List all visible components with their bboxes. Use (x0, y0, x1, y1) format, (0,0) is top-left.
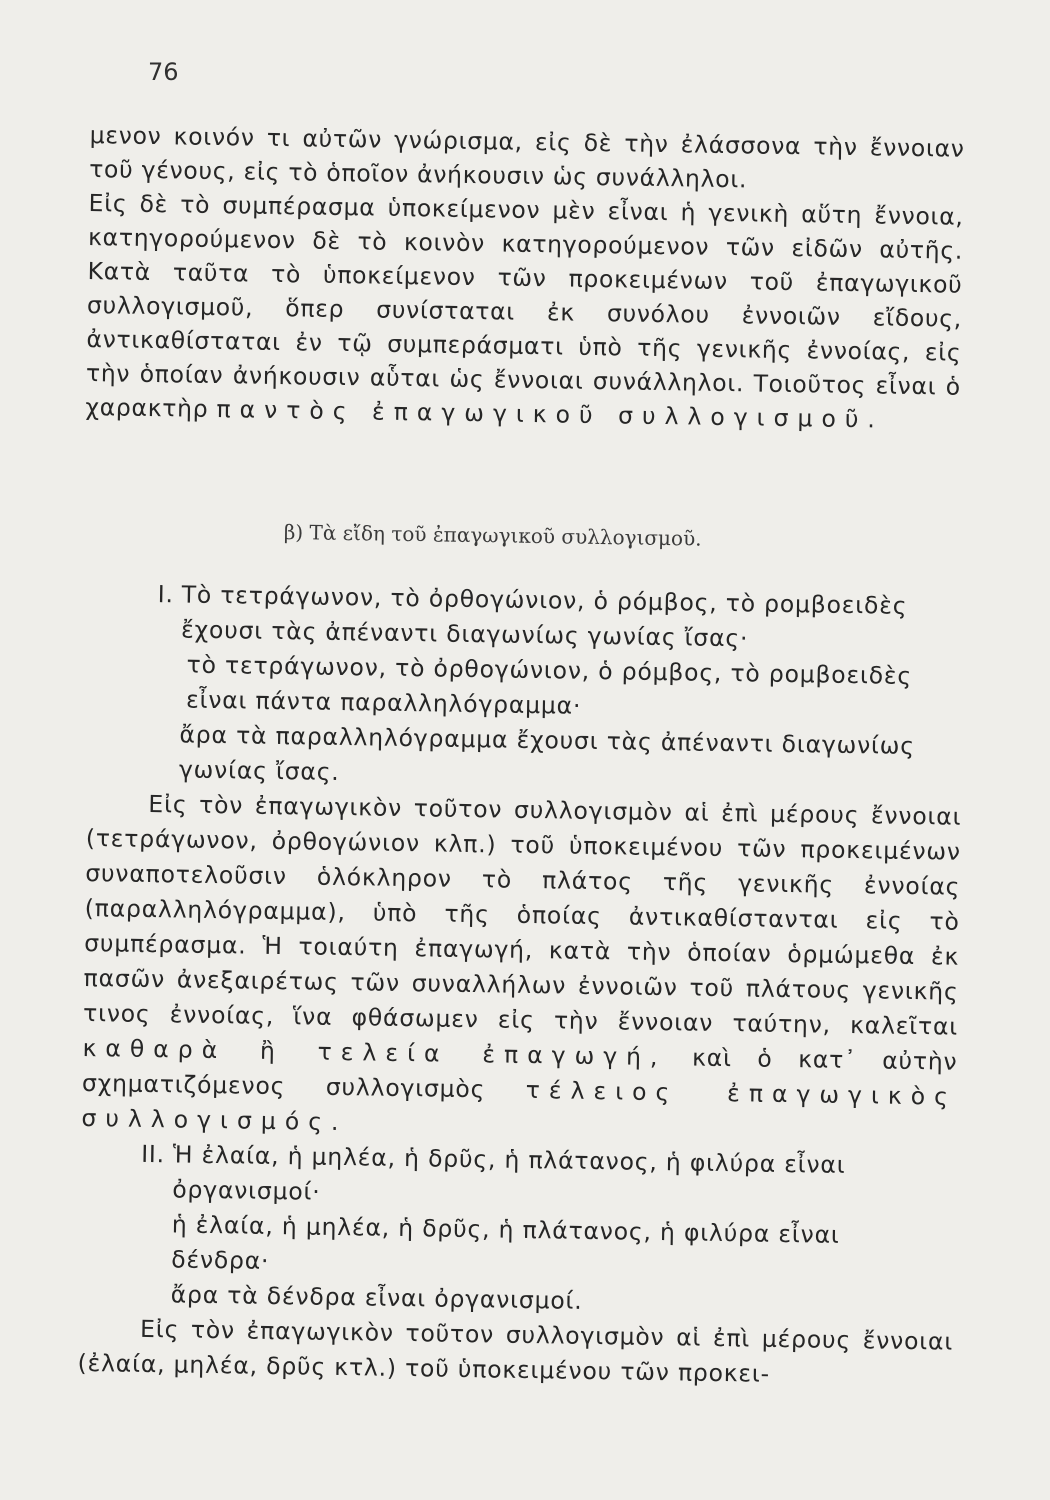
explanation-text-a: Εἰς τὸν ἐπαγωγικὸν τοῦτον συλλογισμὸν αἱ ἐπὶ μέρους ἔννοιαι (τετράγωνον, ὀρθογώνιον κλπ.) τοῦ ὑποκειμένου τῶν προκειμένων συναποτελοῦσιν ὁλόκληρον τὸ πλάτος τῆς γενικῆς ἐννοίας (παραλληλόγραμμα), ὑπὸ τῆς ὁποίας ἀντικαθίστανται εἰς τὸ συμπέρασμα. Ἡ τοιαύτη ἐπαγωγή, κατὰ τὴν ὁποίαν ὁρμώμεθα ἐκ πασῶν ἀνεξαιρέτως τῶν συναλλήλων ἐννοιῶν τοῦ πλάτους γενικῆς τινος ἐννοίας, ἵνα φθάσωμεν εἰς τὴν ἔννοιαν ταύτην, καλεῖται (82, 789, 962, 1041)
intro-paragraph-2 (85, 186, 964, 438)
explanation-paragraph-1 (81, 786, 961, 1150)
example-label: II. (140, 1139, 166, 1169)
emphasis-spaced-text: παντὸς ἐπαγωγικοῦ συλλογισμοῦ. (216, 395, 885, 434)
example-label: I. (157, 580, 174, 609)
intro-text (85, 118, 965, 438)
body-text (77, 576, 965, 1395)
conclusion: ἄρα τὰ δένδρα εἶναι ὀργανισμοί. (170, 1280, 583, 1315)
emphasis-spaced-term-2: τέλειος ἐπαγωγικὸς συλλογισμός. (81, 1075, 958, 1137)
page-number: 76 (148, 58, 179, 86)
example-syllogism-2 (78, 1136, 956, 1325)
example-syllogism-1 (87, 576, 965, 800)
section-heading: β) Τὰ εἴδη τοῦ ἐπαγωγικοῦ συλλογισμοῦ. (283, 520, 702, 551)
premise-minor: ἡ ἐλαία, ἡ μηλέα, ἡ δρῦς, ἡ πλάτανος, ἡ φιλύρα εἶναι δένδρα· (171, 1210, 840, 1275)
conclusion: ἄρα τὰ παραλληλόγραμμα ἔχουσι τὰς ἀπέναντι διαγωνίως γωνίας ἴσας. (178, 720, 916, 786)
example-lines (179, 577, 952, 799)
explanation-paragraph-2: Εἰς τὸν ἐπαγωγικὸν τοῦτον συλλογισμὸν αἱ ἐπὶ μέρους ἔννοιαι (ἐλαία, μηλέα, δρῦς κτλ.) τοῦ ὑποκειμένου τῶν προκει- (77, 1314, 954, 1388)
premise-major: Τὸ τετράγωνον, τὸ ὀρθογώνιον, ὁ ρόμβος, τὸ ρομβοειδὲς ἔχουσι τὰς ἀπέναντι διαγωνίως γωνίας ἴσας· (180, 580, 908, 653)
example-lines (170, 1137, 943, 1324)
intro-paragraph-1: μενον κοινόν τι αὐτῶν γνώρισμα, εἰς δὲ τὴν ἐλάσσονα τὴν ἔννοιαν τοῦ γένους, εἰς τὸ ὁποῖον ἀνήκουσιν ὡς συνάλληλοι. (88, 120, 965, 194)
emphasis-spaced-term-1: καθαρὰ ἢ τελεία ἐπαγωγή, (82, 1033, 667, 1072)
premise-minor: τὸ τετράγωνον, τὸ ὀρθογώνιον, ὁ ρόμβος, τὸ ρομβοειδὲς εἶναι πάντα παραλληλόγραμμα· (185, 650, 913, 720)
explanation-text-b: καὶ ὁ κατ᾽ αὐτὴν σχηματιζόμενος συλλογισμὸς (81, 1043, 958, 1104)
premise-major: Ἡ ἐλαία, ἡ μηλέα, ἡ δρῦς, ἡ πλάτανος, ἡ φιλύρα εἶναι ὀργανισμοί· (172, 1140, 846, 1206)
intro-paragraph-2-text: Εἰς δὲ τὸ συμπέρασμα ὑποκείμενον μὲν εἶναι ἡ γενικὴ αὕτη ἔννοια, κατηγορούμενον δὲ τὸ κοινὸν κατηγορούμενον τῶν εἰδῶν αὐτῆς. Κατὰ ταῦτα τὸ ὑποκείμενον τῶν προκειμένων τοῦ ἐπαγωγικοῦ συλλογισμοῦ, ὅπερ συνίσταται ἐκ συνόλου ἐννοιῶν εἴδους, ἀντικαθίσταται ἐν τῷ συμπεράσματι ὑπὸ τῆς γενικῆς ἐννοίας, εἰς τὴν ὁποίαν ἀνήκουσιν αὗται ὡς ἔννοιαι συνάλληλοι. Τοιοῦτος εἶναι ὁ χαρακτὴρ (85, 188, 964, 423)
